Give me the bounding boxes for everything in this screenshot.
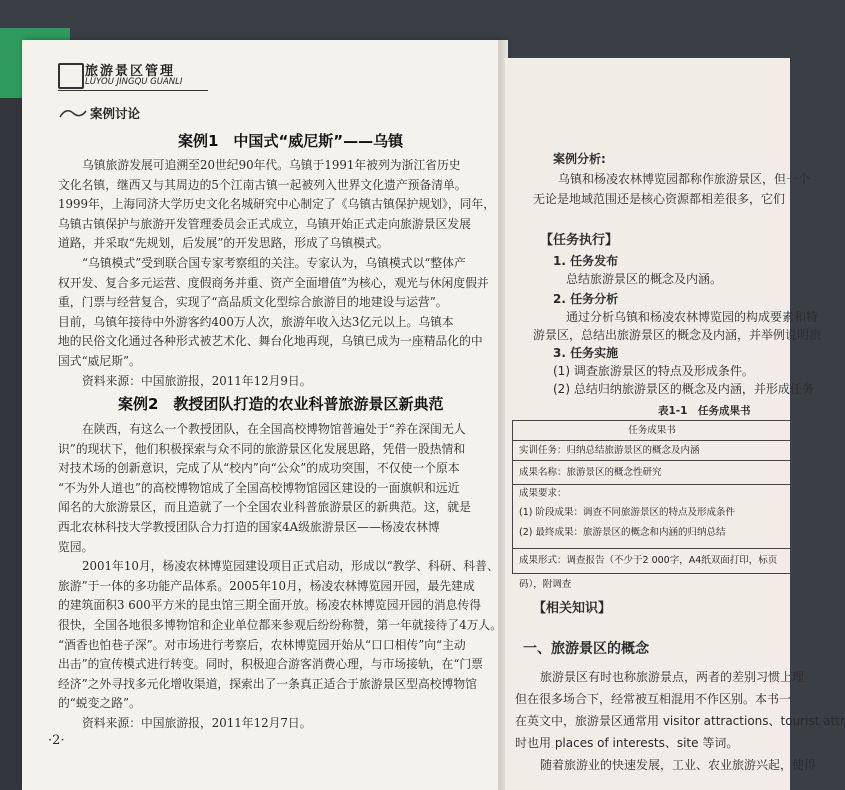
case1-line: 1999年，上海同济大学历史文化名城研究中心制定了《乌镇古镇保护规划》，同年， (58, 197, 496, 212)
table-caption: 表1-1 任务成果书 (658, 405, 751, 417)
analysis-label: 案例分析: (553, 152, 606, 166)
table-row-form: 成果形式：调查报告（不少于2 000字，A4纸双面打印，标页码），附调查 (519, 555, 778, 590)
step1-label: 1. 任务发布 (553, 254, 619, 268)
step3-label: 3. 任务实施 (553, 346, 619, 360)
case2-line: 西北农林科技大学教授团队合力打造的国家4A级旅游景区——杨凌农林博 (58, 520, 440, 534)
section-label: 案例讨论 (90, 106, 141, 121)
case2-line: 的“蜕变之路”。 (58, 696, 141, 711)
case2-line: 资料来源：中国旅游报，2011年12月7日。 (82, 716, 312, 730)
book-logo-icon (58, 63, 84, 89)
case1-line: 目前，乌镇年接待中外游客约400万人次，旅游年收入达3亿元以上。乌镇本 (58, 314, 454, 329)
case2-line: 在陕西，有这么一个教授团队，在全国高校博物馆普遍处于“养在深闺无人 (82, 422, 466, 436)
table-req-label: 成果要求： (519, 488, 567, 499)
case2-title: 案例2 教授团队打造的农业科普旅游景区新典范 (118, 395, 444, 413)
related-knowledge-heading: 【相关知识】 (533, 601, 612, 616)
table-heading: 任务成果书 (513, 421, 791, 441)
case1-line: 乌镇旅游发展可追溯至20世纪90年代。乌镇于1991年被列为浙江省历史 (82, 158, 461, 172)
case1-line: 重，门票与经营复合，实现了“高品质文化型综合旅游目的地建设与运营”。 (58, 295, 448, 310)
step2-label: 2. 任务分析 (553, 292, 619, 306)
case1-line: 文化名镇，继西又与其周边的5个江南古镇一起被列入世界文化遗产预备清单。 (58, 177, 467, 192)
body-line-4: 时也用 places of interests、site 等词。 (515, 736, 739, 750)
step2-text: 通过分析乌镇和杨凌农林博览园的构成要素和特 (566, 310, 819, 324)
page-number: ·2· (48, 733, 65, 748)
analysis-line-1: 乌镇和杨凌农林博览园都称作旅游景区，但一个 (558, 172, 811, 186)
case1-title: 案例1 中国式“威尼斯”——乌镇 (178, 132, 404, 150)
discussion-icon (58, 107, 88, 119)
running-header-title: 旅游景区管理 (85, 64, 176, 79)
case1-line: 道路，并采取“先规划，后发展”的开发思路，形成了乌镇模式。 (58, 236, 389, 251)
table-row-name: 成果名称：旅游景区的概念性研究 (513, 461, 791, 485)
case1-line: 地的民俗文化通过各种形式被艺术化、舞台化地再现，乌镇已成为一座精品化的中 (58, 334, 483, 349)
table-row-task: 实训任务：归纳总结旅游景区的概念及内涵 (513, 441, 791, 461)
case2-line: 很快，全国各地很多博物馆和企业单位都来参观后纷纷称赞，第一年就接待了4万人。 (58, 618, 502, 632)
case2-line: 2001年10月，杨凌农林博览园建设项目正式启动，形成以“教学、科研、科普、 (82, 559, 499, 574)
step2-text-cont: 游景区，总结出旅游景区的概念及内涵，并举例说明旅 (533, 328, 822, 342)
analysis-line-2: 无论是地域范围还是核心资源都相差很多，它们 (533, 192, 786, 206)
case1-line: 资料来源：中国旅游报，2011年12月9日。 (82, 373, 312, 388)
body-line-3: 在英文中，旅游景区通常用 visitor attractions、tourist attr (515, 714, 845, 728)
case2-line: “不为外人道也”的高校博物馆成了全国高校博物馆园区建设的一面旗帜和远近 (58, 480, 460, 495)
table-row-requirements (513, 485, 791, 549)
table-req-item1: (1) 阶段成果：调查不同旅游景区的特点及形成条件 (519, 507, 735, 518)
task-result-table (512, 420, 792, 590)
step3-item1: (1) 调查旅游景区的特点及形成条件。 (553, 364, 754, 378)
case2-line: “酒香也怕巷子深”。对市场进行考察后，农林博览园开始从“口口相传”向“主动 (58, 637, 466, 652)
case2-line: 览园。 (58, 539, 94, 554)
header-rule (58, 90, 208, 91)
case1-line: 乌镇古镇保护与旅游开发管理委员会正式成立，乌镇开始正式走向旅游景区发展 (58, 216, 471, 231)
case2-line: 的建筑面积3 600平方米的昆虫馆三期全面开放。杨凌农林博览园开园的消息传得 (58, 598, 482, 613)
body-line-5: 随着旅游业的快速发展，工业、农业旅游兴起，使得 (540, 758, 817, 772)
case2-line: 经济”之外寻找多元化增收渠道，探索出了一条真正适合于旅游景区型高校博物馆 (58, 676, 477, 691)
case2-line: 对技术场的创新意识，完成了从“校内”向“公众”的成功突围，不仅使一个原本 (58, 461, 460, 476)
case2-line: 出击”的宣传模式进行转变。同时，积极迎合游客消费心理，与市场接轨，在“门票 (58, 657, 483, 672)
body-line-2: 但在很多场合下，经常被互相混用不作区别。本书一 (515, 692, 792, 706)
case1-line: “乌镇模式”受到联合国专家考察组的关注。专家认为，乌镇模式以“整体产 (82, 256, 466, 270)
task-execution-heading: 【任务执行】 (540, 233, 619, 248)
case1-line: 权开发、复合多元运营、度假商务并重、资产全面增值”为核心，观光与休闲度假并 (58, 275, 489, 290)
running-header-subtitle: LÜYOU JINGQU GUANLI (85, 77, 183, 87)
body-line-1: 旅游景区有时也称旅游景点，两者的差别习惯上理 (540, 670, 805, 684)
case1-line: 国式“威尼斯”。 (58, 354, 141, 368)
case2-line: 闻名的大旅游景区，而且造就了一个全国农业科普旅游景区的新典范。这，就是 (58, 500, 471, 515)
case2-line: 识”的现状下，他们积极探索与众不同的旅游景区化发展思路，凭借一股热情和 (58, 441, 466, 456)
step3-item2: (2) 总结归纳旅游景区的概念及内涵，并形成任务 (553, 382, 814, 396)
case2-line: 旅游”于一体的多功能产品体系。2005年10月，杨凌农林博览园开园，最先建成 (58, 578, 475, 593)
table-req-item2: (2) 最终成果：旅游景区的概念和内涵的归纳总结 (519, 527, 726, 538)
step1-text: 总结旅游景区的概念及内涵。 (566, 272, 723, 286)
concept-heading: 一、旅游景区的概念 (523, 641, 649, 657)
